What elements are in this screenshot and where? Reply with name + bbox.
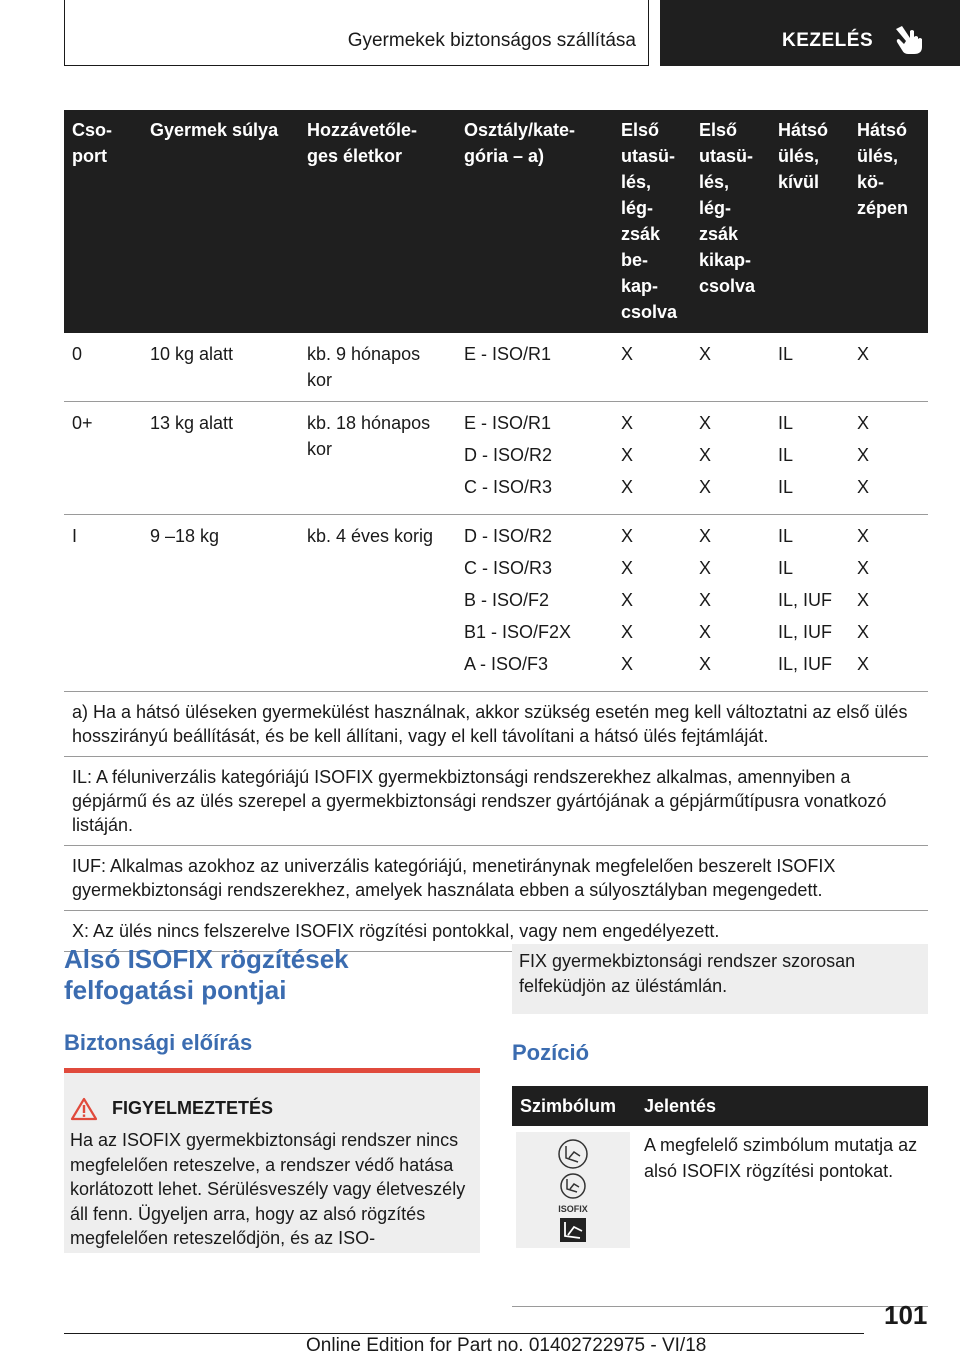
symbol-col-header: Szimbólum: [512, 1086, 636, 1126]
symbol-table-header: [512, 1086, 928, 1126]
table-header-cell: [770, 110, 849, 333]
header-line: lés,: [621, 172, 652, 192]
chapter-tab: [660, 0, 960, 66]
header-line: csolva: [699, 276, 756, 296]
cell-line: X: [857, 477, 870, 497]
symbol-meaning: A megfelelő szimbólum mutatja az alsó ISOFIX rögzítési pontokat.: [636, 1126, 928, 1306]
header-line: kikap-: [699, 250, 752, 270]
header-line: kö-: [857, 172, 884, 192]
header-line: Gyermek súlya: [150, 120, 279, 140]
warning-triangle-icon: [70, 1097, 98, 1121]
header-line: lég-: [621, 198, 654, 218]
header-line: utasü-: [621, 146, 675, 166]
cell-line: X: [621, 622, 634, 642]
header-line: Osztály/kate-: [464, 120, 576, 140]
header-line: kap-: [621, 276, 659, 296]
table-header-cell: [849, 110, 928, 333]
warning-text: Ha az ISOFIX gyermekbiztonsági rendszer nincs megfelelően reteszelve, a rendszer védő hatása korlátozott lehet. Sérülésveszély vagy életveszély áll fenn. Ügyeljen arra, hogy az alsó rögzítés megfelelően reteszelődjön, és az ISO-: [70, 1130, 466, 1248]
page-number: 101: [884, 1300, 928, 1330]
cell-line: X: [621, 445, 634, 465]
table-cell-age: [299, 515, 456, 692]
cell-line: X: [699, 622, 712, 642]
cell-line: C - ISO/R3: [464, 558, 553, 578]
subheading-safety: Biztonsági előírás: [64, 1030, 253, 1055]
cell-line: X: [699, 344, 712, 364]
cell-line: A - ISO/F3: [464, 654, 549, 674]
cell-line: X: [857, 654, 870, 674]
table-cell-front-on: [613, 333, 691, 402]
table-cell-weight: 13 kg alatt: [142, 402, 299, 515]
cell-line: IL: [778, 344, 794, 364]
cell-line: IL: [778, 477, 794, 497]
continued-box: [512, 944, 928, 1014]
header-line: utasü-: [699, 146, 753, 166]
table-header-cell: [299, 110, 456, 333]
cell-line: X: [699, 526, 712, 546]
section-title: Gyermekek biztonságos szállítása: [347, 30, 636, 51]
table-header-cell: [142, 110, 299, 333]
footer-rule: [64, 1333, 864, 1334]
cell-line: IL, IUF: [778, 622, 833, 642]
header-line: port: [72, 146, 107, 166]
header-line: Első: [699, 120, 738, 140]
cell-line: X: [857, 413, 870, 433]
cell-line: D - ISO/R2: [464, 526, 553, 546]
table-cell-classes: [456, 333, 613, 402]
table-cell-front-on: [613, 402, 691, 515]
table-row: [64, 402, 928, 515]
table-cell-rear-outer: [770, 515, 849, 692]
table-header-row: [64, 110, 928, 333]
cell-line: X: [699, 590, 712, 610]
header-line: zsák: [621, 224, 661, 244]
header-line: kívül: [778, 172, 820, 192]
cell-line: X: [699, 654, 712, 674]
table-note-row: [64, 692, 928, 757]
table-cell-front-off: [691, 515, 770, 692]
header-line: gória – a): [464, 146, 545, 166]
cell-line: kor: [307, 370, 333, 390]
header-line: Cso-: [72, 120, 112, 140]
cell-line: X: [857, 526, 870, 546]
table-note-row: [64, 846, 928, 911]
header-line: lég-: [699, 198, 732, 218]
isofix-table: [64, 110, 928, 952]
table-note: IL: A féluniverzális kategóriájú ISOFIX gyermekbiztonsági rendszerekhez alkalmas, amennyiben a gépjármű és az ülés szerepel a gyermekbiztonsági rendszer gyártójának a gépjárműtípusra vonatkozó listáján.: [64, 757, 928, 846]
cell-line: X: [621, 654, 634, 674]
table-header-cell: [691, 110, 770, 333]
cell-line: IL, IUF: [778, 654, 833, 674]
table-cell-front-on: [613, 515, 691, 692]
meaning-col-header: Jelentés: [636, 1086, 928, 1126]
cell-line: X: [699, 413, 712, 433]
isofix-symbol: [516, 1132, 630, 1248]
isofix-symbol-label: ISOFIX: [558, 1204, 588, 1214]
table-cell-rear-center: [849, 515, 928, 692]
cell-line: D - ISO/R2: [464, 445, 553, 465]
cell-line: X: [857, 344, 870, 364]
table-row: [64, 333, 928, 402]
cell-line: X: [857, 622, 870, 642]
cell-line: kb. 9 hónapos: [307, 344, 421, 364]
header-line: ülés,: [857, 146, 899, 166]
table-cell-front-off: [691, 333, 770, 402]
cell-line: X: [621, 558, 634, 578]
symbol-table: [512, 1086, 928, 1307]
table-header-cell: [456, 110, 613, 333]
cell-line: X: [857, 590, 870, 610]
table-note-row: [64, 757, 928, 846]
edition-text: Online Edition for Part no. 01402722975 - VI/18: [306, 1335, 707, 1356]
header-line: csolva: [621, 302, 678, 322]
table-cell-group: 0: [64, 333, 142, 402]
cell-line: E - ISO/R1: [464, 344, 552, 364]
section-heading: Alsó ISOFIX rögzítések felfogatási pontjai: [64, 944, 349, 1005]
pointing-hand-icon: [894, 25, 926, 55]
cell-line: X: [621, 477, 634, 497]
cell-line: X: [621, 590, 634, 610]
table-header-cell: [64, 110, 142, 333]
cell-line: IL: [778, 445, 794, 465]
table-cell-rear-outer: [770, 333, 849, 402]
table-note: IUF: Alkalmas azokhoz az univerzális kategóriájú, menetiránynak megfelelően beszerelt ISOFIX gyermekbiztonsági rendszerekhez, amelyek használata ebben a súlyosztályban megengedett.: [64, 846, 928, 911]
table-row: [512, 1126, 928, 1306]
cell-line: X: [857, 558, 870, 578]
table-note: a) Ha a hátsó üléseken gyermekülést használnak, akkor szükség esetén meg kell változtatni az első ülés hosszirányú beállítását, és be kell állítani, vagy el kell távolítani a hátsó ülés fejtámláját.: [64, 692, 928, 757]
table-cell-age: [299, 402, 456, 515]
header-line: ülés,: [778, 146, 820, 166]
cell-line: kb. 4 éves korig: [307, 526, 434, 546]
header-line: zsák: [699, 224, 739, 244]
cell-line: IL: [778, 558, 794, 578]
header-line: Hátsó: [778, 120, 829, 140]
cell-line: kb. 18 hónapos: [307, 413, 431, 433]
cell-line: kor: [307, 439, 333, 459]
table-cell-group: 0+: [64, 402, 142, 515]
header-line: ges életkor: [307, 146, 403, 166]
cell-line: X: [699, 558, 712, 578]
cell-line: X: [857, 445, 870, 465]
cell-line: IL, IUF: [778, 590, 833, 610]
table-cell-group: I: [64, 515, 142, 692]
cell-line: X: [621, 526, 634, 546]
cell-line: IL: [778, 413, 794, 433]
cell-line: B - ISO/F2: [464, 590, 550, 610]
table-note: X: Az ülés nincs felszerelve ISOFIX rögzítési pontokkal, vagy nem engedélyezett.: [64, 911, 928, 952]
header-line: be-: [621, 250, 648, 270]
cell-line: X: [621, 344, 634, 364]
cell-line: B1 - ISO/F2X: [464, 622, 572, 642]
continued-text: FIX gyermekbiztonsági rendszer szorosan felfeküdjön az üléstámlán.: [519, 951, 856, 996]
section-header: [64, 0, 649, 66]
cell-line: C - ISO/R3: [464, 477, 553, 497]
table-cell-classes: [456, 515, 613, 692]
table-cell-rear-center: [849, 402, 928, 515]
table-header-cell: [613, 110, 691, 333]
cell-line: X: [699, 445, 712, 465]
cell-line: X: [699, 477, 712, 497]
header-line: Hátsó: [857, 120, 908, 140]
table-cell-age: [299, 333, 456, 402]
header-line: Hozzávetőle-: [307, 120, 418, 140]
chapter-label: KEZELÉS: [782, 30, 874, 51]
table-cell-rear-center: [849, 333, 928, 402]
header-line: lés,: [699, 172, 730, 192]
table-cell-weight: 9 –18 kg: [142, 515, 299, 692]
header-line: Első: [621, 120, 660, 140]
table-cell-front-off: [691, 402, 770, 515]
warning-title-text: FIGYELMEZTETÉS: [112, 1098, 274, 1118]
header-line: zépen: [857, 198, 909, 218]
position-heading: Pozíció: [512, 1040, 590, 1065]
table-cell-classes: [456, 402, 613, 515]
cell-line: E - ISO/R1: [464, 413, 552, 433]
cell-line: X: [621, 413, 634, 433]
table-row: [64, 515, 928, 692]
cell-line: IL: [778, 526, 794, 546]
table-cell-weight: 10 kg alatt: [142, 333, 299, 402]
table-cell-rear-outer: [770, 402, 849, 515]
isofix-anchor-icon: [516, 1132, 630, 1248]
